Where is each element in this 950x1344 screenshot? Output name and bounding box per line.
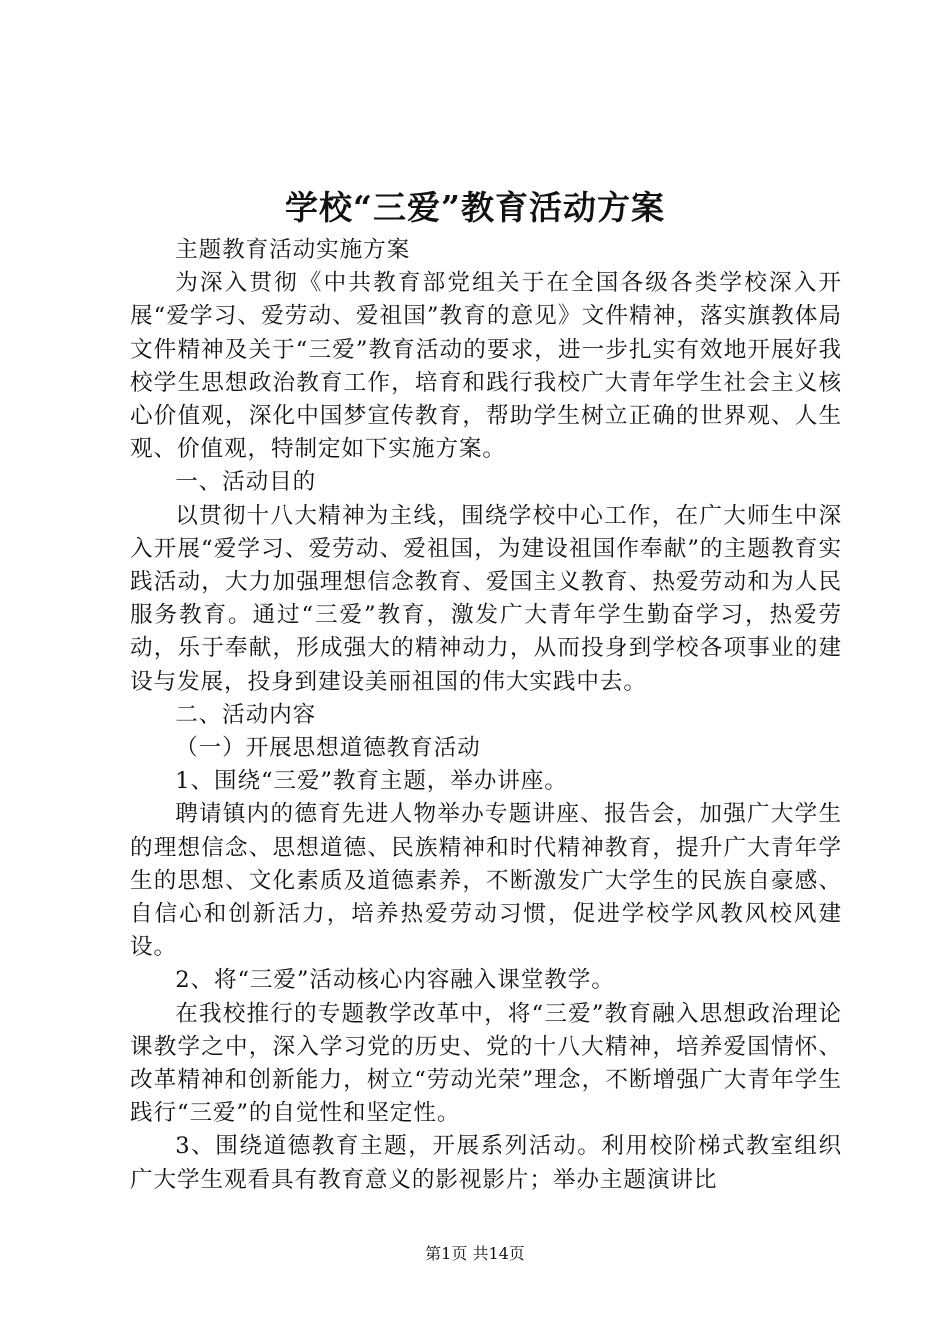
- paragraph: 在我校推行的专题教学改革中，将“三爱”教育融入思想政治理论课教学之中，深入学习党的历史、党的十八大精神，培养爱国情怀、改革精神和创新能力，树立“劳动光荣”理念，不断增强广大青年学生践行“三爱”的自觉性和坚定性。: [130, 1000, 842, 1127]
- paragraph: 聘请镇内的德育先进人物举办专题讲座、报告会，加强广大学生的理想信念、思想道德、民族精神和时代精神教育，提升广大青年学生的思想、文化素质及道德素养，不断激发广大学生的民族自豪感、自信心和创新活力，培养热爱劳动习惯，促进学校学风教风校风建设。: [130, 801, 842, 961]
- item-heading: 1、围绕“三爱”教育主题，举办讲座。: [175, 768, 568, 795]
- subsection-heading: （一）开展思想道德教育活动: [175, 735, 481, 762]
- section-heading: 二、活动内容: [175, 701, 317, 728]
- document-body: [130, 234, 842, 1197]
- paragraph: 以贯彻十八大精神为主线，围绕学校中心工作，在广大师生中深入开展“爱学习、爱劳动、爱祖国，为建设祖国作奉献”的主题教育实践活动，大力加强理想信念教育、爱国主义教育、热爱劳动和为人民服务教育。通过“三爱”教育，激发广大青年学生勤奋学习，热爱劳动，乐于奉献，形成强大的精神动力，从而投身到学校各项事业的建设与发展，投身到建设美丽祖国的伟大实践中去。: [130, 502, 842, 695]
- section-heading: 一、活动目的: [175, 469, 317, 496]
- paragraph: 主题教育活动实施方案: [175, 237, 411, 263]
- document-title: 学校“三爱”教育活动方案: [285, 188, 665, 227]
- paragraph: 为深入贯彻《中共教育部党组关于在全国各级各类学校深入开展“爱学习、爱劳动、爱祖国”教育的意见》文件精神，落实旗教体局文件精神及关于“三爱”教育活动的要求，进一步扎实有效地开展好我校学生思想政治教育工作，培育和践行我校广大青年学生社会主义核心价值观，深化中国梦宣传教育，帮助学生树立正确的世界观、人生观、价值观，特制定如下实施方案。: [130, 270, 842, 463]
- paragraph: 3、围绕道德教育主题，开展系列活动。利用校阶梯式教室组织广大学生观看具有教育意义的影视影片；举办主题演讲比: [130, 1133, 842, 1193]
- page-footer: 第1页 共14页: [425, 1244, 525, 1263]
- item-heading: 2、将“三爱”活动核心内容融入课堂教学。: [175, 967, 615, 994]
